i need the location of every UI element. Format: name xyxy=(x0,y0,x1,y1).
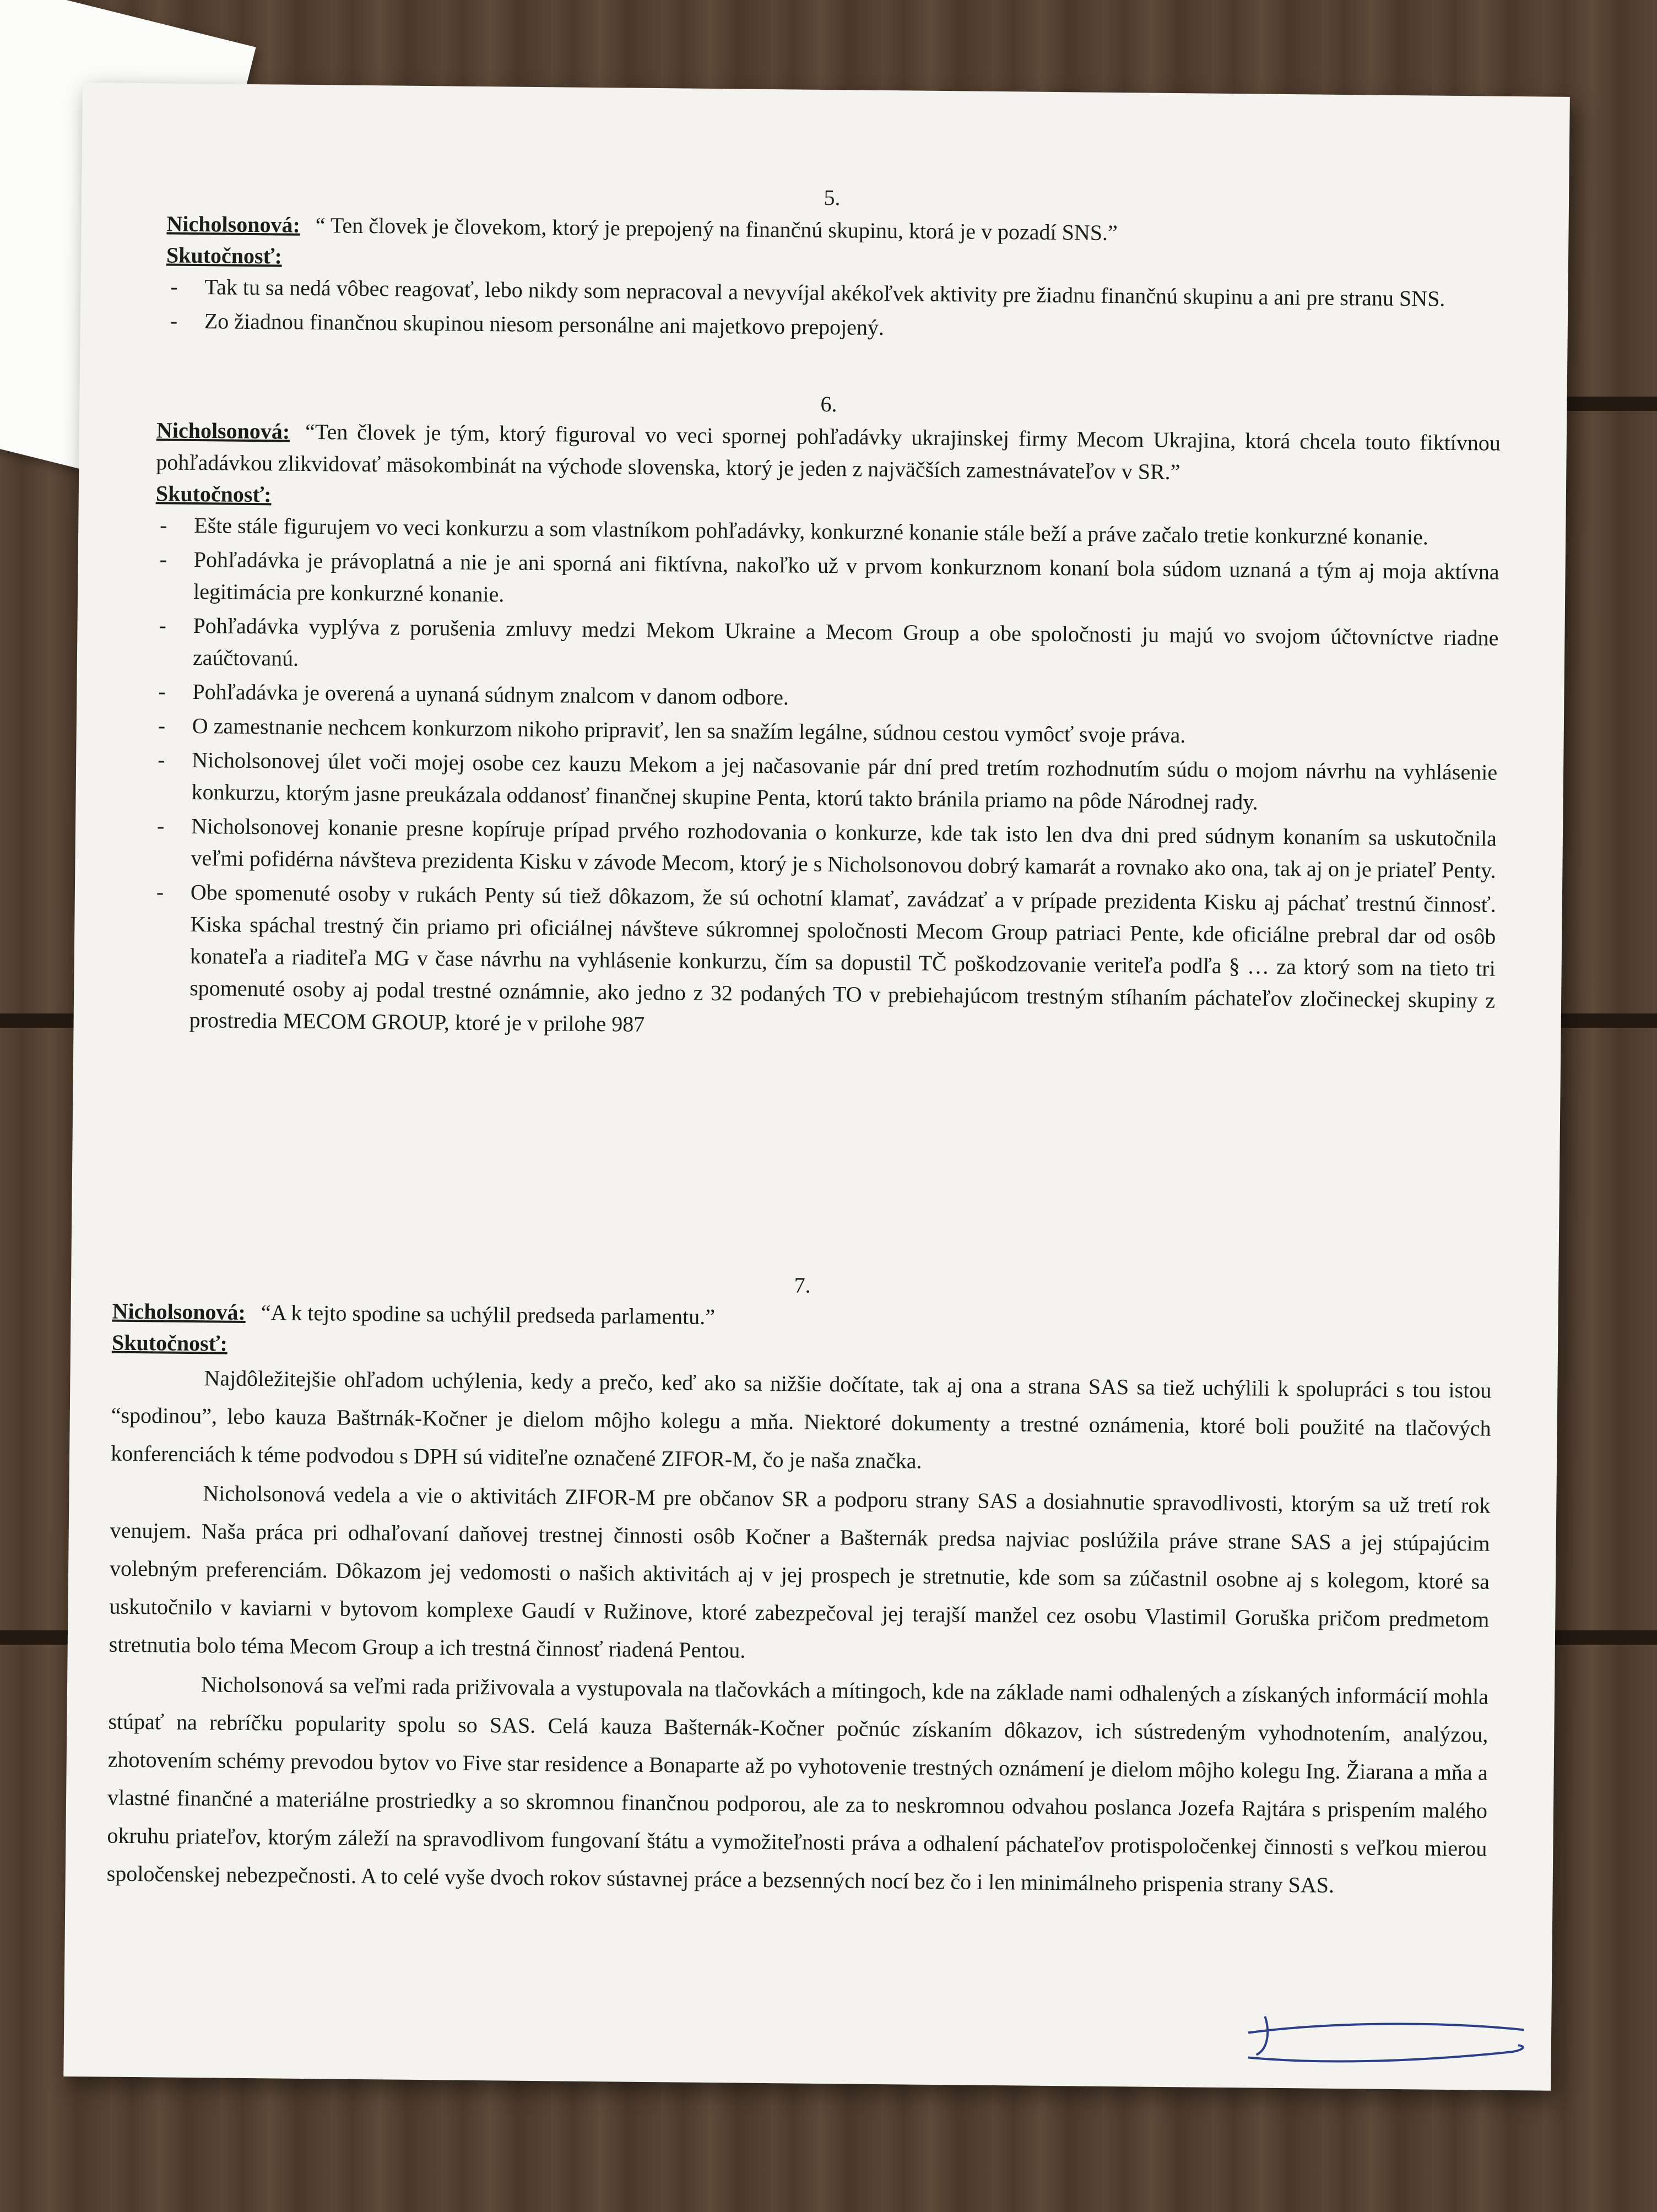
fact-bullet: - Tak tu sa nedá vôbec reagovať, lebo nikdy som nepracoval a nevyvíjal akékoľvek aktivity pre žiadnu finančnú skupinu a ani pre stranu SNS. xyxy=(166,270,1496,315)
speaker-quote xyxy=(156,414,1501,491)
speaker-name: Nicholsonová: xyxy=(156,418,290,444)
body-paragraph: Nicholsonová vedela a vie o aktivitách ZIFOR-M pre občanov SR a podporu strany SAS a dosiahnutie spravodlivosti, ktorým sa už tretí rok venujem. Naša práca pri odhaľovaní daňovej trestnej činnosti osôb Kočner a Bašternák predsa najviac poslúžila práve strane SAS a jej stúpajúcim volebným preferenciám. Dôkazom jej vedomosti o našich aktivitách aj v jej prospech je stretnutie, kde som sa zúčastnil osobne aj s kolegom, ktoré sa uskutočnilo v kaviarni v bytovom komplexe Gaudí v Ružinove, ktoré zabezpečoval jej terajší manžel cez osobu Vlastimil Goruška pričom predmetom stretnutia bolo téma Mecom Group a ich trestná činnosť riadená Pentou. xyxy=(109,1481,1491,1663)
section-6 xyxy=(73,383,1567,1051)
section-number: 6. xyxy=(820,391,837,417)
fact-bullet: - Nicholsonovej konanie presne kopíruje prípad prvého rozhodovania o konkurze, kde tak isto len dva dni pred súdnym konaním sa uskutočnila veľmi pofidérna návšteva prezidenta Kisku v závode Mecom, ktorý je s Nicholsonovou dobrý kamarát a rovnako ako ona, tak aj on je priateľ Penty. xyxy=(152,810,1497,886)
quote-text: “Ten človek je tým, ktorý figuroval vo veci spornej pohľadávky ukrajinskej firmy Mecom Ukrajina, ktorá chcela touto fiktívnou pohľadávkou zlikvidovať mäsokombinát na východe slovenska, ktorý je jeden z najväčších zamestnávateľov v SR.” xyxy=(156,419,1501,485)
body-paragraph: Nicholsonová sa veľmi rada priživovala a vystupovala na tlačovkách a mítingoch, kde na základe nami odhalených a získaných informácií mohla stúpať na rebríčku popularity spolu so SAS. Celá kauza Bašternák-Kočner počnúc získaním dôkazov, ich sústredeným vyhodnotením, analýzou, zhotovením schémy prevodou bytov vo Five star residence a Bonaparte až po vyhotovenie trestných oznámení je dielom môjho kolegu Ing. Žiarana a mňa a vlastné finančné a materiálne prostriedky a so skromnou finančnou podporou, ale za to neskromnou odvahou poslanca Jozefa Rajtára s prispením malého okruhu priateľov, ktorým záleží na spravodlivom fungovaní štátu a vymožiteľnosti práva a odhalení páchateľov protispoločenkej činnosti s veľkou mierou spoločenskej nebezpečnosti. A to celé vyše dvoch rokov sústavnej práce a bezsenných nocí bez čo i len minimálneho prispenia strany SAS. xyxy=(106,1672,1489,1897)
speaker-name: Nicholsonová: xyxy=(166,211,301,237)
section-number: 5. xyxy=(824,185,841,210)
speaker-name: Nicholsonová: xyxy=(112,1298,246,1325)
section-7 xyxy=(65,1264,1558,1907)
document-page xyxy=(63,83,1570,2091)
quote-text: “ Ten človek je človekom, ktorý je prepojený na finančnú skupinu, ktorá je v pozadí SNS.” xyxy=(315,213,1118,246)
fact-bullet: - Pohľadávka je právoplatná a nie je ani sporná ani fiktívna, nakoľko už v prvom konkurznom konaní bola súdom uznaná a tým aj moja aktívna legitimácia pre konkurzné konanie. xyxy=(155,543,1499,620)
fact-bullet: - Pohľadávka je overená a uynaná súdnym znalcom v danom odbore. xyxy=(154,675,1498,720)
body-paragraph: Najdôležitejšie ohľadom uchýlenia, kedy a prečo, keď ako sa nižšie dočítate, tak aj ona a strana SAS sa tiež uchýlili k spolupráci s tou istou “spodinou”, lebo kauza Baštrnák-Kočner je dielom môjho kolegu a mňa. Niektoré dokumenty a trestné oznámenia, ktoré boli použité na tlačových konferenciách k téme podvodou s DPH sú viditeľne označené ZIFOR-M, čo je naša značka. xyxy=(110,1365,1492,1473)
signature-icon xyxy=(1226,2010,1535,2068)
fact-bullet: - Zo žiadnou finančnou skupinou niesom personálne ani majetkovo prepojený. xyxy=(166,305,1496,349)
fact-bullet: - Obe spomenuté osoby v rukách Penty sú tiež dôkazom, že sú ochotní klamať, zavádzať a v prípade prezidenta Kisku aj páchať trestnú činnosť. Kiska spáchal trestný čin priamo pri oficiálnej návšteve súkromnej spoločnosti Mecom Group patriaci Pente, kde oficiálne prebral dar od osôb konateľa a riaditeľa MG v čase návrhu na vyhlásenie konkurzu, čím sa dopustil TČ poškodzovanie veriteľa podľa § … za ktorý som na tieto tri spomenuté osoby aj podal trestné oznámnie, ako jedno z 32 podaných TO v prebiehajúcom trestným stíhaním páchateľov zločineckej skupiny z prostredia MECOM GROUP, ktoré je v prilohe 987 xyxy=(150,876,1496,1048)
fact-heading: Skutočnosť: xyxy=(166,242,283,269)
fact-heading: Skutočnosť: xyxy=(111,1330,228,1356)
section-number: 7. xyxy=(794,1272,811,1298)
quote-text: “A k tejto spodine sa uchýlil predseda parlamentu.” xyxy=(261,1300,716,1330)
fact-bullet: - Pohľadávka vyplýva z porušenia zmluvy medzi Mekom Ukraine a Mecom Group a obe spoločnosti ju majú vo svojom účtovníctve riadne zaúčtovanú. xyxy=(154,609,1499,686)
fact-bullet: - Nicholsonovej úlet voči mojej osobe cez kauzu Mekom a jej načasovanie pár dní pred tretím rozhodnutím súdu o mojom návrhu na vyhlásenie konkurzu, ktorým jasne preukázala oddanosť finančnej skupine Penta, ktorú takto bránila priamo na pôde Národnej rady. xyxy=(153,744,1497,820)
fact-heading: Skutočnosť: xyxy=(155,481,272,507)
fact-bullet: - O zamestnanie nechcem konkurzom nikoho pripraviť, len sa snažím legálne, súdnou cestou vymôcť svoje práva. xyxy=(154,709,1498,754)
section-5 xyxy=(80,176,1569,353)
fact-bullet: - Ešte stále figurujem vo veci konkurzu a som vlastníkom pohľadávky, konkurzné konanie stále beží a práve začalo tretie konkurzné konanie. xyxy=(155,509,1499,554)
